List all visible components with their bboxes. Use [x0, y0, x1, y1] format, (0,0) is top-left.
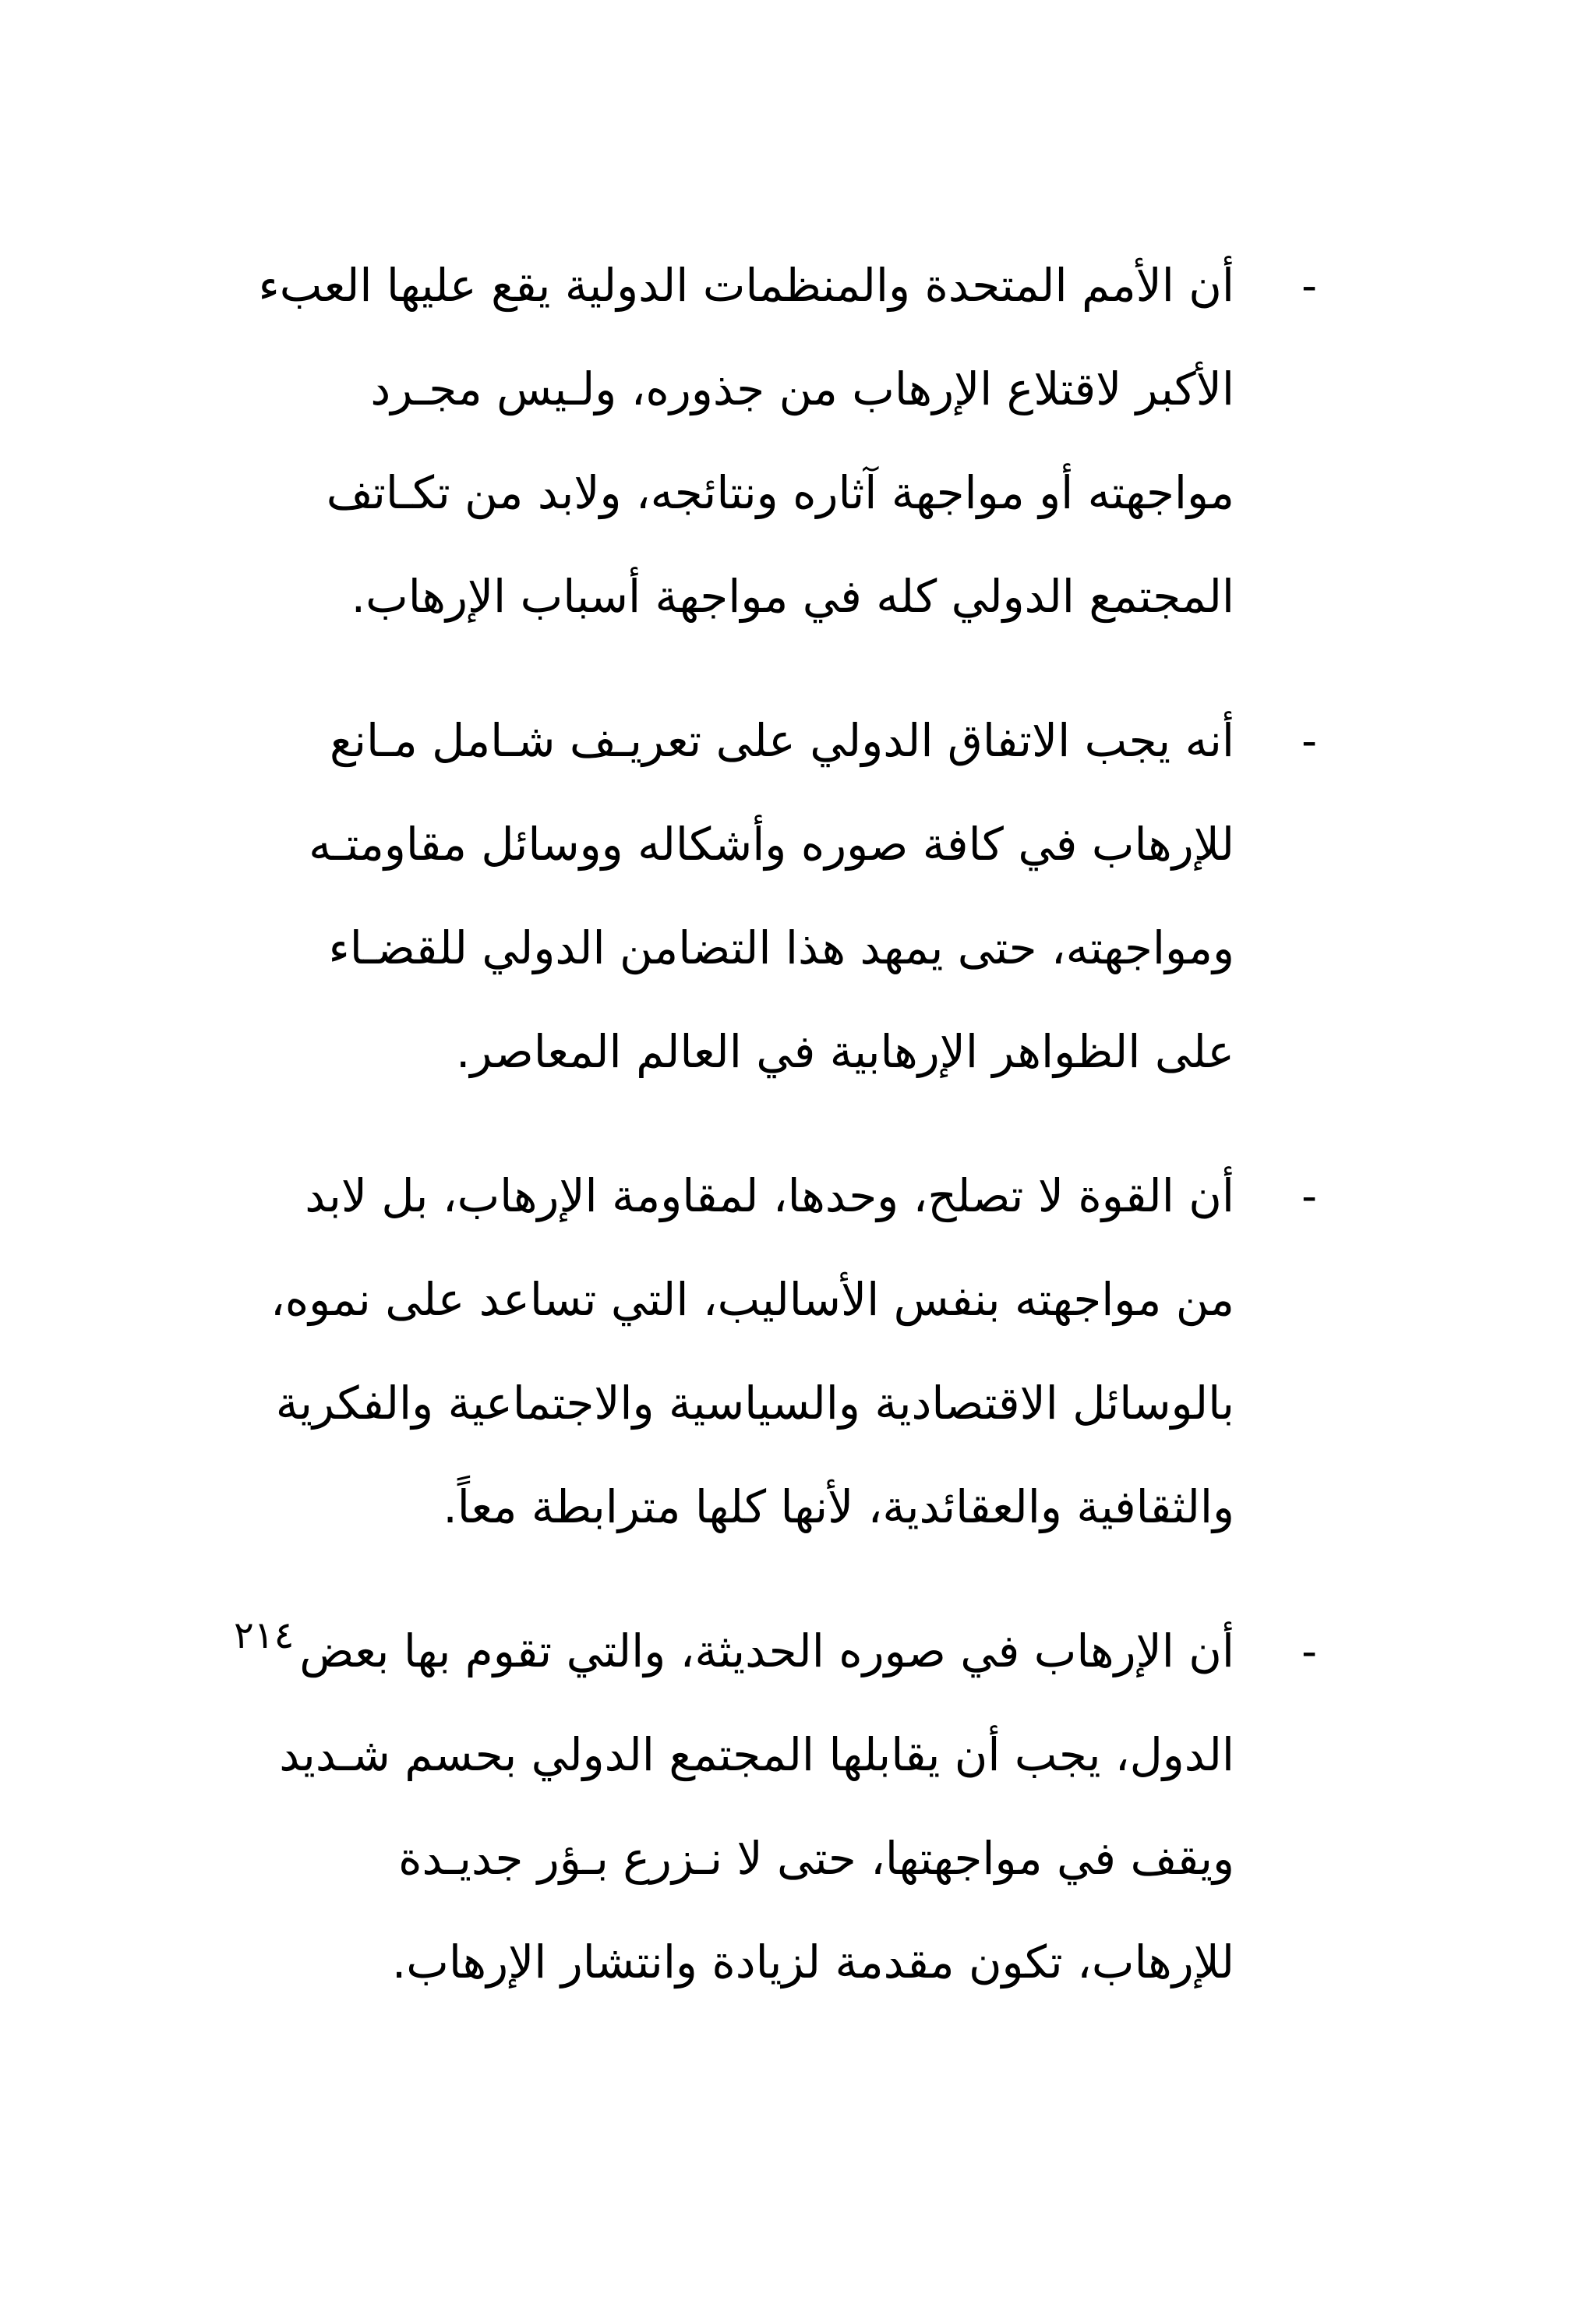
text-line: ومواجهته، حتى يمهد هذا التضامن الدولي للقضـاء [328, 921, 1234, 974]
text-line: أنه يجب الاتفاق الدولي على تعريـف شـامل مـانع [330, 714, 1234, 767]
text-line: ويقف في مواجهتها، حتى لا نـزرع بـؤر جديـدة [398, 1832, 1234, 1885]
bullet-dash: - [1301, 1624, 1317, 1677]
text-line: على الظواهر الإرهابية في العالم المعاصر. [456, 1025, 1234, 1078]
text-line: مواجهته أو مواجهة آثاره ونتائجه، ولابد من تكـاتف [326, 466, 1234, 519]
list-item [234, 1600, 1333, 2014]
list-item [234, 234, 1333, 649]
bullet-dash: - [1301, 714, 1317, 767]
paragraph [234, 1600, 1234, 2014]
list-item [234, 689, 1333, 1104]
text-line: المجتمع الدولي كله في مواجهة أسباب الإرهاب. [351, 570, 1234, 623]
text-line: أن القوة لا تصلح، وحدها، لمقاومة الإرهاب، بل لابد [305, 1169, 1234, 1222]
text-line: الدول، يجب أن يقابلها المجتمع الدولي بحسم شـديد [279, 1728, 1234, 1781]
text-line: الأكبر لاقتلاع الإرهاب من جذوره، ولـيس مجـرد [370, 362, 1234, 415]
text-line: للإرهاب، تكون مقدمة لزيادة وانتشار الإرهاب. [391, 1936, 1234, 1989]
text-line: للإرهاب في كافة صوره وأشكاله ووسائل مقاومتـه [309, 818, 1234, 871]
list-item [234, 1144, 1333, 1559]
bullet-dash: - [1301, 259, 1317, 312]
text-line: أن الأمم المتحدة والمنظمات الدولية يقع عليها العبء [258, 259, 1234, 312]
text-line: أن الإرهاب في صوره الحديثة، والتي تقوم بها بعض [299, 1624, 1234, 1677]
text-body [234, 234, 1333, 2055]
text-line: والثقافية والعقائدية، لأنها كلها مترابطة معاً. [443, 1480, 1234, 1533]
paragraph [234, 689, 1234, 1104]
text-line: بالوسائل الاقتصادية والسياسية والاجتماعية والفكرية [275, 1377, 1234, 1430]
page-number: ٢١٤ [234, 1614, 295, 1657]
paragraph [234, 1144, 1234, 1559]
paragraph [234, 234, 1234, 649]
bullet-dash: - [1301, 1169, 1317, 1222]
text-line: من مواجهته بنفس الأساليب، التي تساعد على نموه، [270, 1273, 1234, 1326]
